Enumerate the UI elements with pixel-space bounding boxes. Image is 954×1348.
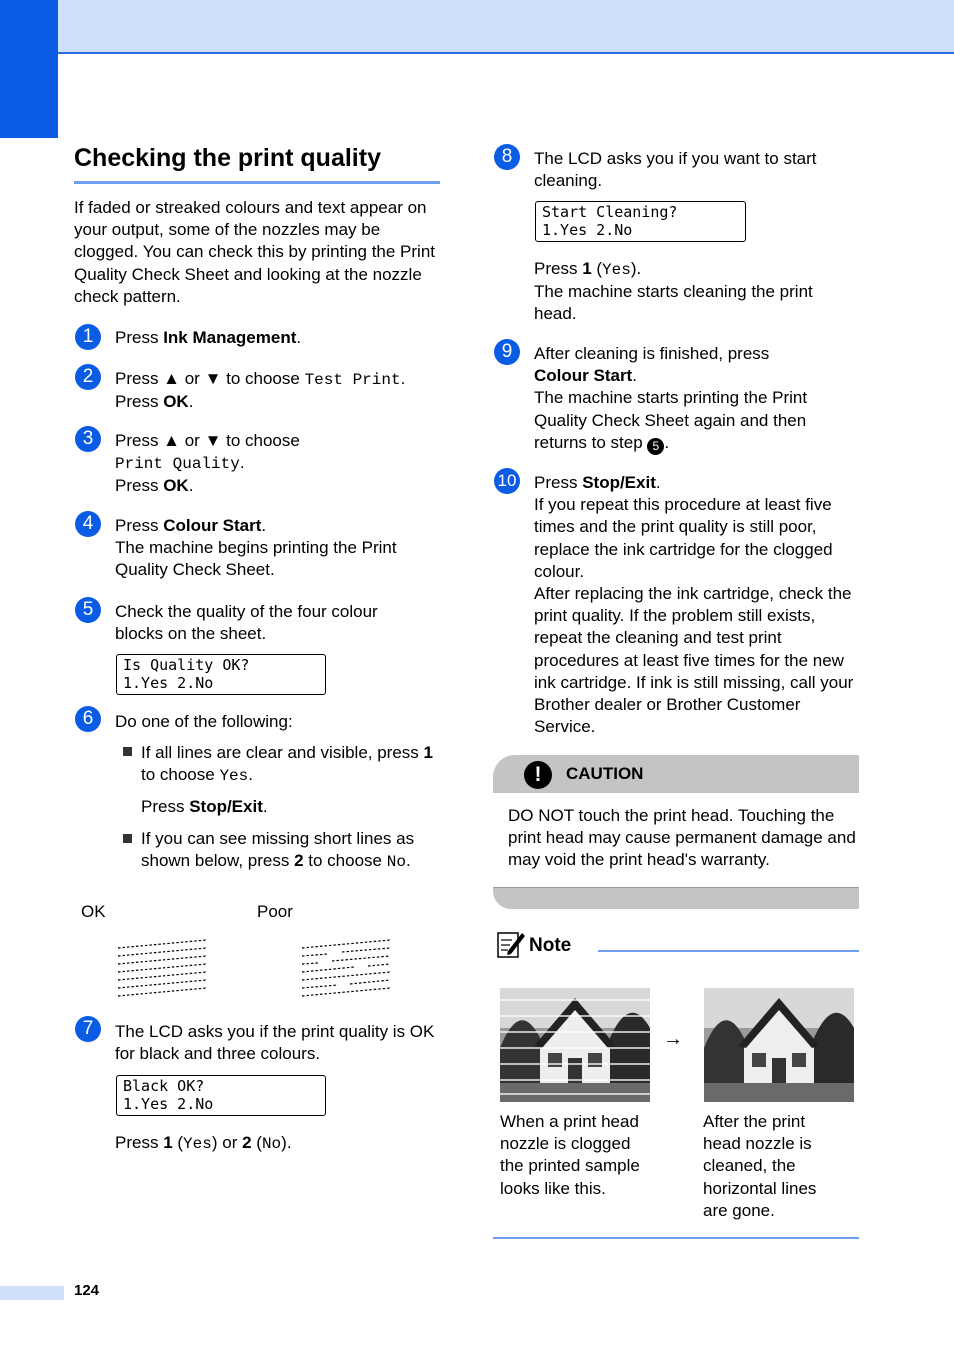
step-number-5: 5 xyxy=(75,597,101,623)
bullet-square xyxy=(123,834,132,843)
intro-paragraph: If faded or streaked colours and text appear on your output, some of the nozzles may be clogged. You can check this by printing the Print Quality Check Sheet and looking at the nozzle check pattern. xyxy=(74,198,436,306)
step-9-text: After cleaning is finished, press Colour Start. The machine starts printing the Print Quality Check Sheet again and then returns to step 5 . xyxy=(534,344,808,453)
pattern-label-ok: OK xyxy=(81,902,106,921)
caption-before: When a print head nozzle is clogged the printed sample looks like this. xyxy=(500,1112,640,1198)
step-3-text: Press ▲ or ▼ to choose Print Quality. Press OK. xyxy=(115,431,300,496)
chapter-tab xyxy=(0,0,58,138)
caution-text: DO NOT touch the print head. Touching the print head may cause permanent damage and may void the print head's warranty. xyxy=(508,806,856,870)
title-underline xyxy=(74,181,440,184)
lcd-display-black: Black OK? 1.Yes 2.No xyxy=(116,1075,326,1116)
step-1-text: Press Ink Management. xyxy=(115,328,302,347)
step-6-press-stop: Press Stop/Exit. xyxy=(141,797,268,816)
step-number-10: 10 xyxy=(494,468,520,494)
pattern-label-poor: Poor xyxy=(257,902,293,921)
footer-tab xyxy=(0,1286,64,1300)
nozzle-pattern-ok xyxy=(114,936,210,1000)
step-ref-5: 5 xyxy=(647,438,664,455)
step-number-9: 9 xyxy=(494,339,520,365)
exclamation-icon: ! xyxy=(524,761,552,789)
step-6-option-yes: If all lines are clear and visible, press 1 to choose Yes. xyxy=(141,743,433,786)
step-7-press: Press 1 (Yes) or 2 (No). xyxy=(115,1133,292,1153)
step-7-text: The LCD asks you if the print quality is OK for black and three colours. xyxy=(115,1022,435,1064)
step-10-text: Press Stop/Exit. If you repeat this procedure at least five times and the print quality is still poor, replace the ink cartridge for the clogged colour. After replacing the ink cartridge, check the print quality. If the problem still exists, repeat the cleaning and test print procedures at least five times for the new ink cartridge. If ink is still missing, call your Brother dealer or Brother Customer Service. xyxy=(534,473,854,737)
caution-footer xyxy=(493,887,859,909)
lcd-display-cleaning: Start Cleaning? 1.Yes 2.No xyxy=(535,201,746,242)
step-number-7: 7 xyxy=(75,1016,101,1042)
caption-after: After the print head nozzle is cleaned, the horizontal lines are gone. xyxy=(703,1112,817,1220)
step-number-6: 6 xyxy=(75,706,101,732)
bullet-square xyxy=(123,747,132,756)
step-number-1: 1 xyxy=(75,324,101,350)
page-title: Checking the print quality xyxy=(74,144,381,172)
arrow-right-icon: → xyxy=(663,1028,683,1050)
note-rule xyxy=(598,950,859,952)
header-band xyxy=(0,0,954,54)
step-number-3: 3 xyxy=(75,426,101,452)
note-bottom-rule xyxy=(493,1237,859,1239)
step-6-text: Do one of the following: xyxy=(115,712,293,731)
step-number-2: 2 xyxy=(75,364,101,390)
step-4-text: Press Colour Start. The machine begins printing the Print Quality Check Sheet. xyxy=(115,516,397,580)
nozzle-pattern-poor xyxy=(298,936,394,1000)
note-icon xyxy=(496,929,526,959)
house-photo-cleaned xyxy=(704,988,854,1102)
step-8-text: The LCD asks you if you want to start cleaning. xyxy=(534,149,817,191)
house-photo-clogged xyxy=(500,988,650,1102)
step-8-press: Press 1 (Yes). The machine starts cleaning the print head. xyxy=(534,259,813,324)
page-number: 124 xyxy=(74,1282,100,1299)
note-label: Note xyxy=(529,935,572,956)
step-2-text: Press ▲ or ▼ to choose Test Print. Press OK. xyxy=(115,369,406,412)
step-number-8: 8 xyxy=(494,144,520,170)
step-number-4: 4 xyxy=(75,511,101,537)
lcd-display-quality: Is Quality OK? 1.Yes 2.No xyxy=(116,654,326,695)
caution-label: CAUTION xyxy=(566,764,644,783)
step-6-option-no: If you can see missing short lines as shown below, press 2 to choose No. xyxy=(141,829,415,872)
step-5-text: Check the quality of the four colour blocks on the sheet. xyxy=(115,602,378,644)
